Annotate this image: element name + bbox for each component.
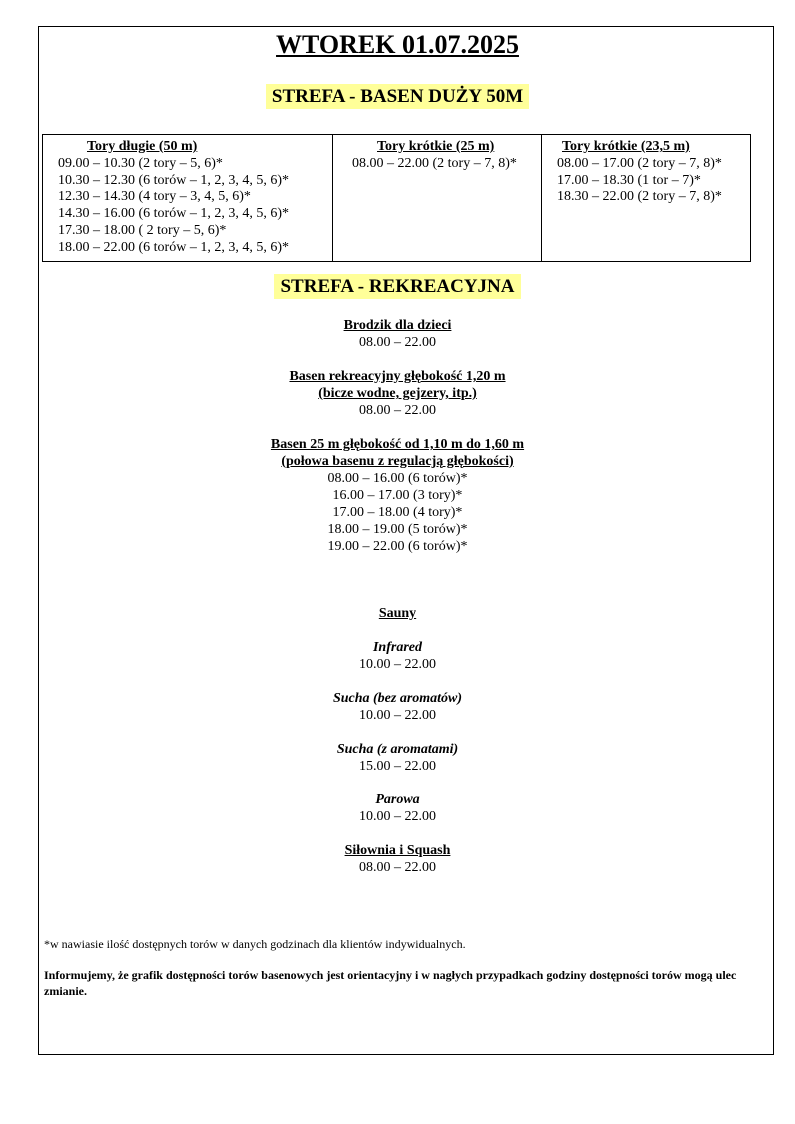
schedule-line: 18.00 – 19.00 (5 torów)*: [327, 522, 468, 537]
short-lanes-235-header: Tory krótkie (23,5 m): [562, 139, 690, 154]
pool25-section: [0, 436, 795, 555]
kids-pool-section: [0, 317, 795, 351]
short-lanes-25-header: Tory krótkie (25 m): [377, 139, 495, 154]
schedule-line: 08.00 – 22.00 (2 tory – 7, 8)*: [352, 155, 517, 171]
sauna-hours: 10.00 – 22.00: [359, 708, 436, 723]
schedule-line: 14.30 – 16.00 (6 torów – 1, 2, 3, 4, 5, 6)*: [58, 206, 289, 222]
lanes-table: [42, 134, 751, 262]
gym-title: Siłownia i Squash: [344, 843, 451, 858]
schedule-line: 17.00 – 18.30 (1 tor – 7)*: [557, 172, 701, 188]
sauna-name: Parowa: [375, 792, 420, 807]
schedule-line: 18.30 – 22.00 (2 tory – 7, 8)*: [557, 189, 722, 205]
big-pool-heading-text: STREFA - BASEN DUŻY 50M: [266, 84, 529, 109]
kids-pool-title: Brodzik dla dzieci: [343, 318, 452, 333]
schedule-line: 18.00 – 22.00 (6 torów – 1, 2, 3, 4, 5, 6)*: [58, 239, 289, 255]
sauna-item: [0, 791, 795, 825]
schedule-line: 19.00 – 22.00 (6 torów)*: [327, 539, 468, 554]
notice: Informujemy, że grafik dostępności torów basenowych jest orientacyjny i w nagłych przypadkach godziny dostępności torów mogą ulec zmianie.: [44, 968, 737, 998]
schedule-line: 12.30 – 14.30 (4 tory – 3, 4, 5, 6)*: [58, 189, 251, 205]
recreation-heading-text: STREFA - REKREACYJNA: [274, 274, 520, 299]
saunas-heading-wrap: [0, 605, 795, 622]
footnote: *w nawiasie ilość dostępnych torów w danych godzinach dla klientów indywidualnych.: [44, 937, 466, 951]
rec-pool-hours: 08.00 – 22.00: [359, 403, 436, 418]
gym-section: [0, 842, 795, 876]
gym-hours: 08.00 – 22.00: [359, 860, 436, 875]
recreation-heading: [0, 276, 795, 298]
saunas-heading: Sauny: [378, 606, 417, 621]
page-title: WTOREK 01.07.2025: [276, 30, 519, 59]
pool25-title: Basen 25 m głębokość od 1,10 m do 1,60 m: [270, 437, 525, 452]
schedule-line: 17.30 – 18.00 ( 2 tory – 5, 6)*: [58, 222, 227, 238]
sauna-item: [0, 639, 795, 673]
short-lanes-25-column: [333, 135, 542, 261]
schedule-line: 17.00 – 18.00 (4 tory)*: [332, 505, 463, 520]
schedule-line: 08.00 – 16.00 (6 torów)*: [327, 471, 468, 486]
rec-pool-title: Basen rekreacyjny głębokość 1,20 m: [289, 369, 506, 384]
rec-pool-section: [0, 368, 795, 419]
schedule-line: 08.00 – 17.00 (2 tory – 7, 8)*: [557, 155, 722, 171]
short-lanes-235-column: [542, 135, 750, 261]
sauna-hours: 10.00 – 22.00: [359, 657, 436, 672]
rec-pool-subtitle: (bicze wodne, gejzery, itp.): [318, 386, 477, 401]
big-pool-heading: [0, 86, 795, 108]
sauna-hours: 15.00 – 22.00: [359, 759, 436, 774]
pool25-subtitle: (połowa basenu z regulacją głębokości): [281, 454, 514, 469]
sauna-name: Infrared: [372, 640, 422, 655]
long-lanes-header: Tory długie (50 m): [87, 139, 198, 154]
kids-pool-hours: 08.00 – 22.00: [359, 335, 436, 350]
schedule-line: 09.00 – 10.30 (2 tory – 5, 6)*: [58, 155, 223, 171]
schedule-line: 10.30 – 12.30 (6 torów – 1, 2, 3, 4, 5, 6)*: [58, 172, 289, 188]
sauna-hours: 10.00 – 22.00: [359, 809, 436, 824]
sauna-item: [0, 690, 795, 724]
long-lanes-column: [43, 135, 333, 261]
sauna-item: [0, 741, 795, 775]
sauna-name: Sucha (bez aromatów): [332, 691, 463, 706]
schedule-line: 16.00 – 17.00 (3 tory)*: [332, 488, 463, 503]
sauna-name: Sucha (z aromatami): [336, 742, 459, 757]
